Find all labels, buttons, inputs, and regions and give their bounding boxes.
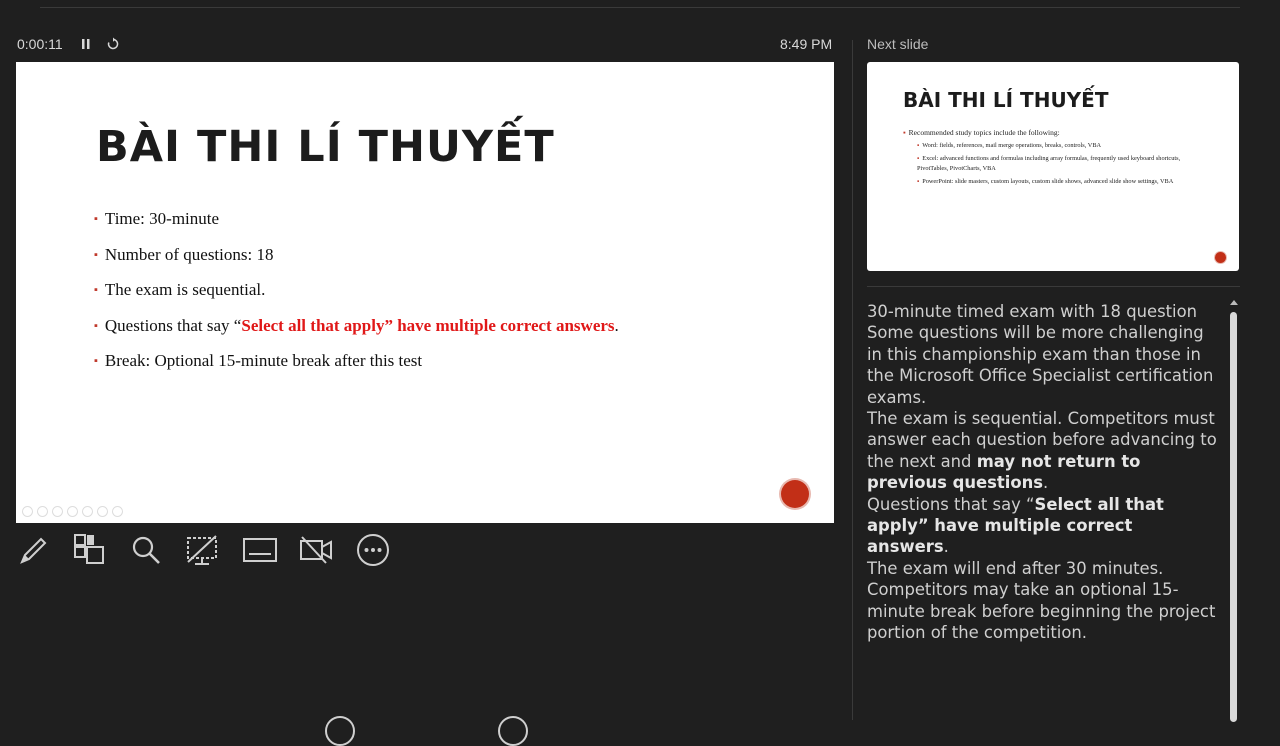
mini-camera-icon[interactable] [97, 506, 108, 517]
pen-icon [16, 532, 52, 568]
slide-title: BÀI THI LÍ THUYẾT [96, 122, 555, 172]
notes-line: Some questions will be more challenging in this championship exam than those in the Microsoft Office Specialist certification exams. [867, 323, 1214, 407]
record-dot-icon [1215, 252, 1226, 263]
camera-toggle-button[interactable] [298, 532, 334, 568]
notes-line: Competitors may take an optional 15-minute break before beginning the project portion of the competition. [867, 580, 1216, 643]
mini-prev-icon[interactable] [22, 506, 33, 517]
mini-more-icon[interactable] [112, 506, 123, 517]
next-slide-label: Next slide [867, 36, 929, 52]
record-dot-icon [781, 480, 809, 508]
bullet-marker: ▪ [94, 248, 98, 261]
notes-line: 30-minute timed exam with 18 question [867, 302, 1198, 321]
see-all-slides-button[interactable] [72, 532, 108, 568]
mini-pen-icon[interactable] [52, 506, 63, 517]
slide-bullet-list [94, 209, 619, 387]
subtitles-icon [242, 532, 278, 568]
notes-divider [867, 286, 1240, 287]
black-screen-button[interactable] [184, 532, 220, 568]
next-slide-title: BÀI THI LÍ THUYẾT [903, 88, 1109, 112]
bullet-item: ▪ Number of questions: 18 [94, 244, 274, 264]
bullet-marker: ▪ [94, 355, 98, 367]
mini-zoom-icon[interactable] [82, 506, 93, 517]
list-item: ▪ Excel: advanced functions and formulas including array formulas, frequently used keyboard shortcuts, PivotTables, PivotCharts, VBA [917, 155, 1181, 172]
current-time: 8:49 PM [780, 36, 833, 52]
notes-line: The exam is sequential. Competitors must answer each question before advancing to the next and may not return to previous questions. [867, 409, 1217, 493]
list-item: ▪ Word: fields, references, mail merge operations, breaks, controls, VBA [917, 142, 1102, 149]
more-options-icon [355, 532, 391, 568]
top-divider [40, 7, 1240, 8]
next-slide-preview[interactable] [867, 62, 1239, 271]
highlight-text: Select all that apply” have multiple correct answers [241, 315, 615, 335]
next-slide-body [903, 128, 1203, 191]
pen-tool-button[interactable] [16, 532, 52, 568]
presenter-toolbar [16, 532, 396, 570]
list-item: ▪ PowerPoint: slide masters, custom layouts, custom slide shows, advanced slide show settings, VBA [917, 178, 1174, 186]
scroll-up-arrow-icon[interactable] [1230, 300, 1238, 305]
restart-timer-button[interactable] [106, 36, 120, 52]
slide-mini-toolbar[interactable] [22, 506, 123, 517]
speaker-notes[interactable] [867, 301, 1219, 644]
subtitles-button[interactable] [242, 532, 278, 568]
camera-off-icon [298, 532, 334, 568]
pane-divider[interactable] [852, 40, 853, 720]
bullet-marker: ▪ [94, 213, 98, 225]
bullet-item: ▪ Time: 30-minute [94, 209, 220, 228]
bullet-marker: ▪ [94, 284, 98, 296]
bullet-item: ▪ Questions that say “Select all that apply” have multiple correct answers. [94, 315, 619, 335]
current-slide[interactable] [16, 62, 834, 523]
list-item: ▪ Recommended study topics include the following: [903, 128, 1060, 137]
mini-next-icon[interactable] [37, 506, 48, 517]
elapsed-timer: 0:00:11 [17, 36, 63, 52]
zoom-icon [128, 532, 164, 568]
notes-line: Questions that say “Select all that apply” have multiple correct answers. [867, 494, 1164, 557]
restart-icon [106, 37, 120, 51]
notes-line: The exam will end after 30 minutes. [867, 558, 1164, 578]
pause-timer-button[interactable] [80, 36, 92, 52]
mini-slides-icon[interactable] [67, 506, 78, 517]
bullet-item: ▪ Break: Optional 15-minute break after this test [94, 351, 423, 370]
bullet-marker: ▪ [94, 319, 98, 332]
scroll-thumb[interactable] [1230, 312, 1237, 722]
pause-icon [80, 37, 92, 51]
bullet-item: ▪ The exam is sequential. [94, 280, 266, 299]
black-screen-icon [184, 532, 220, 568]
more-options-button[interactable] [355, 532, 391, 568]
previous-slide-button[interactable] [325, 716, 355, 746]
zoom-button[interactable] [128, 532, 164, 568]
notes-scrollbar[interactable] [1229, 300, 1239, 720]
see-all-slides-icon [72, 532, 108, 568]
next-slide-button[interactable] [498, 716, 528, 746]
